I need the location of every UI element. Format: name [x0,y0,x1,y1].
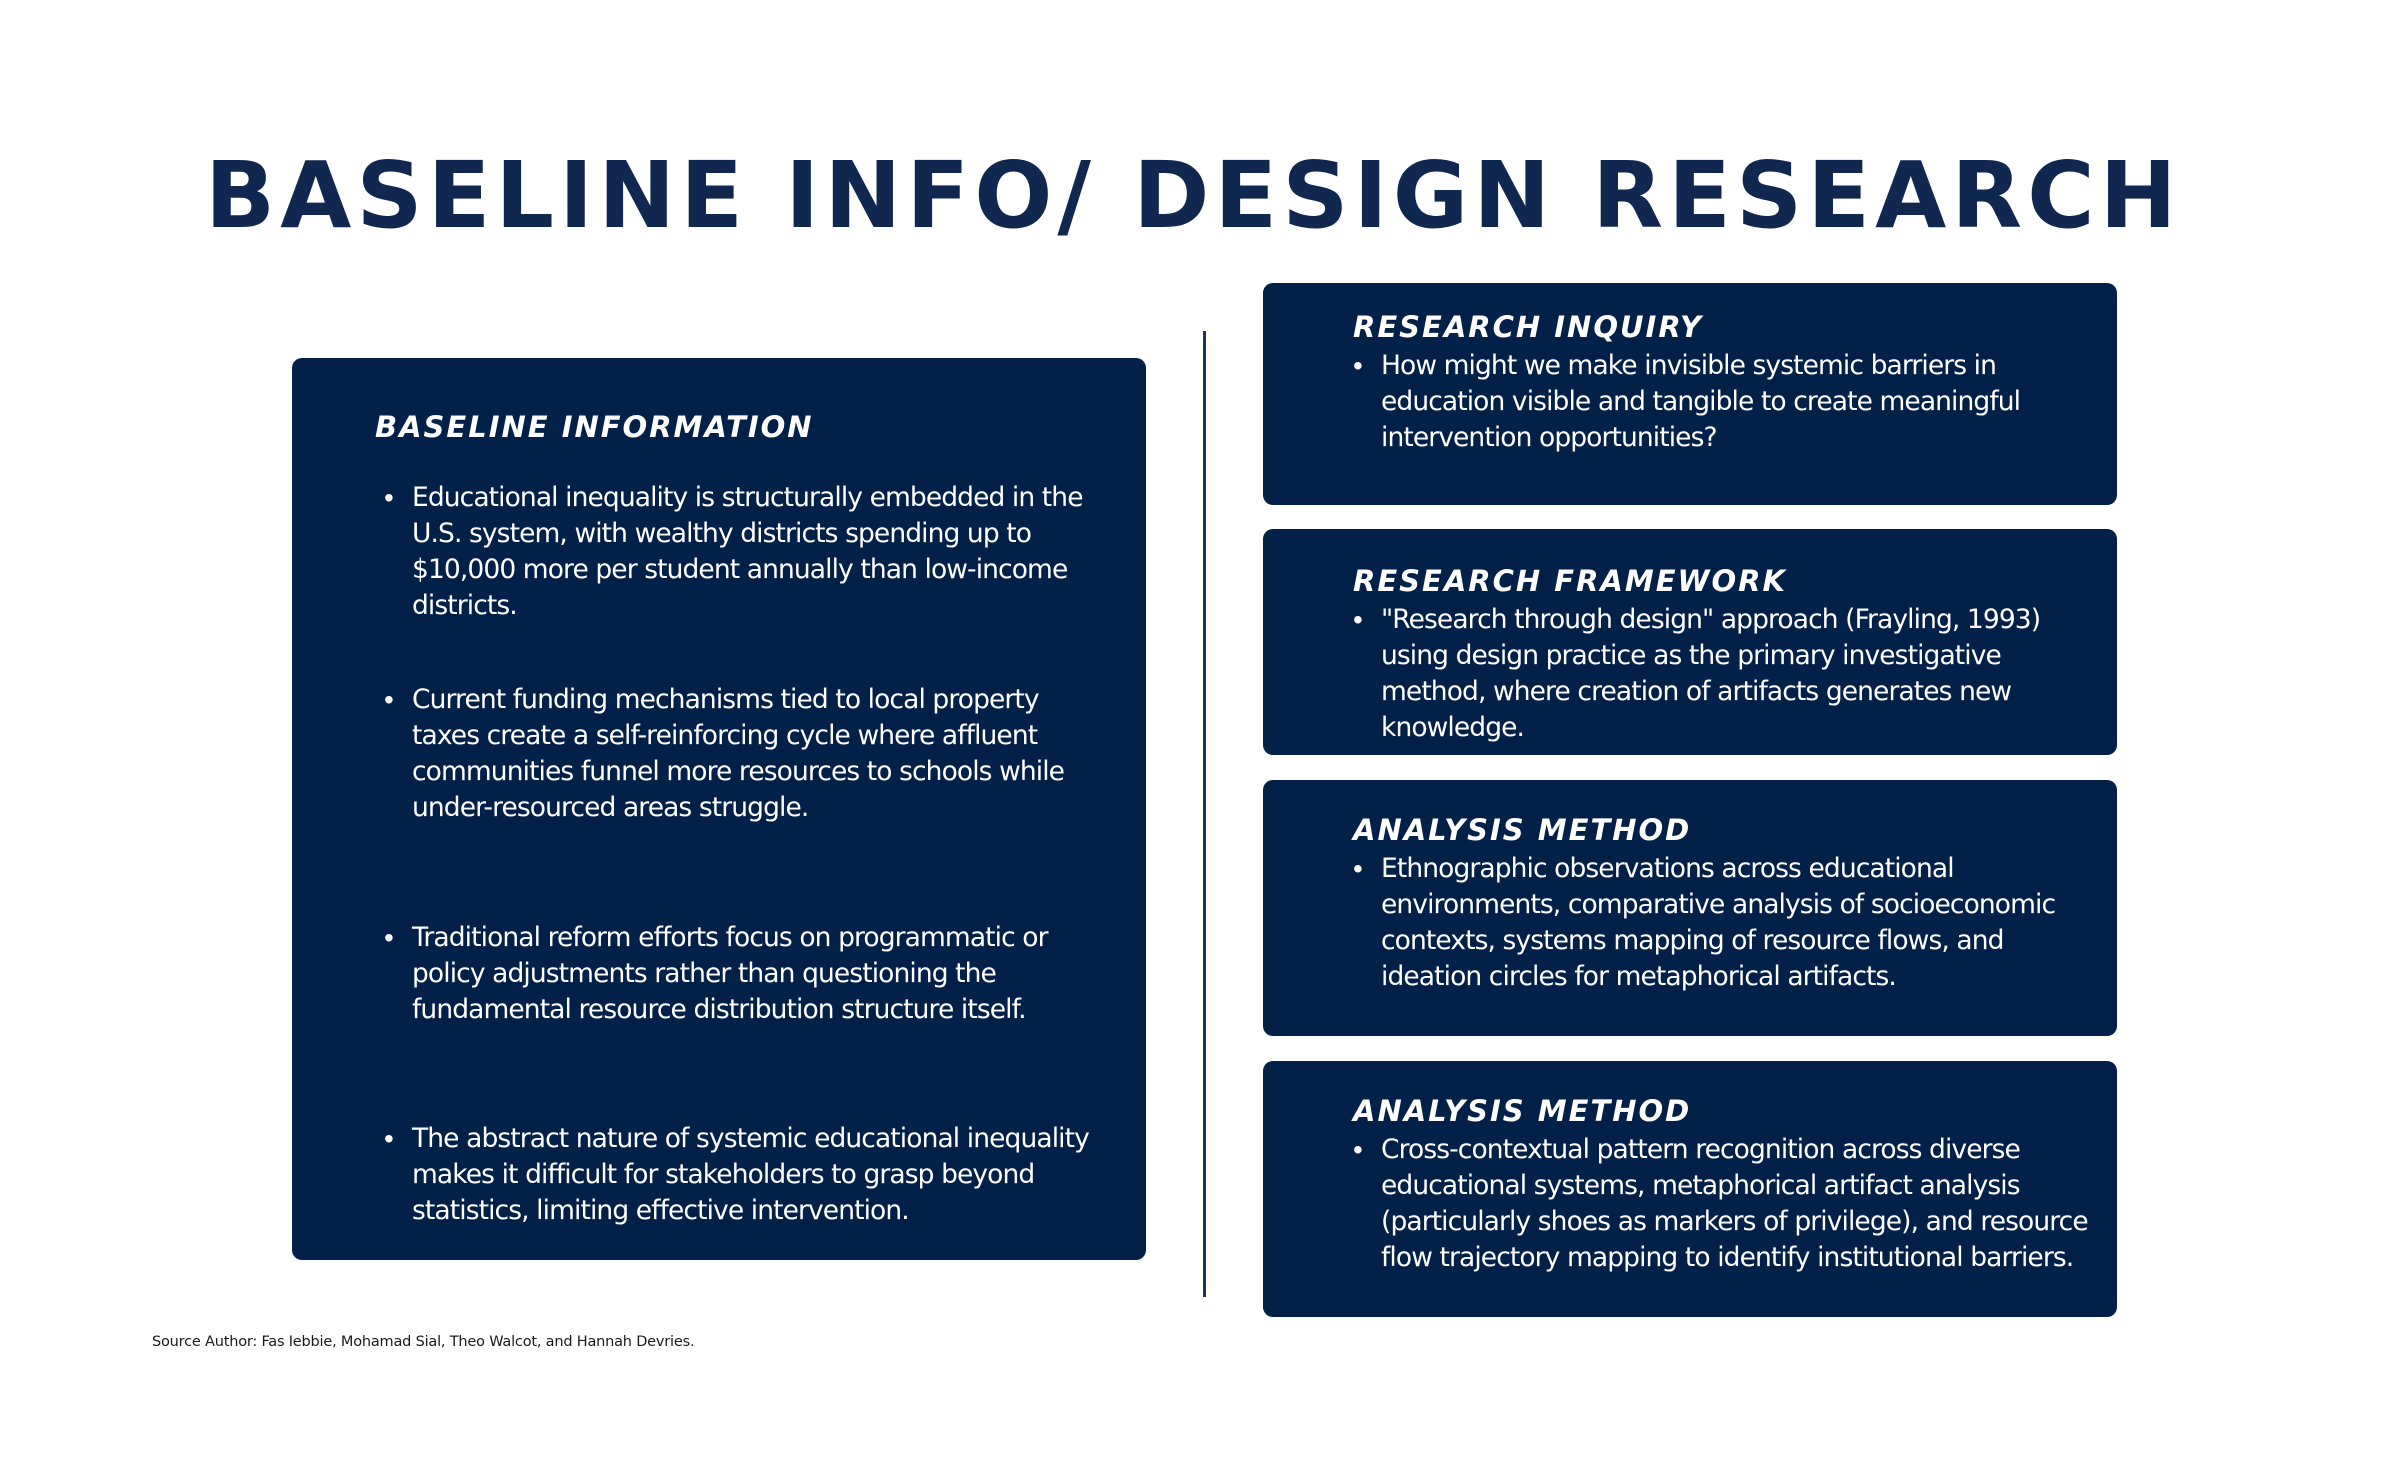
research-framework-text: "Research through design" approach (Frayling, 1993) using design practice as the primary investigative method, where creation of artifacts generates new knowledge. [1381,604,2041,743]
bullet-dot-icon: • [384,482,394,513]
baseline-bullet-4 [384,1121,1096,1229]
research-inquiry-card [1263,283,2117,505]
bullet-dot-icon: • [1353,853,1363,884]
bullet-dot-icon: • [1353,350,1363,381]
baseline-bullet-text: The abstract nature of systemic educational inequality makes it difficult for stakeholders to grasp beyond statistics, limiting effective intervention. [412,1123,1089,1226]
research-framework-card [1263,529,2117,755]
analysis-method-heading-1: ANALYSIS METHOD [1353,813,1692,847]
baseline-bullet-text: Educational inequality is structurally embedded in the U.S. system, with wealthy districts spending up to $10,000 more per student annually than low-income districts. [412,482,1083,621]
analysis-method-text-2: Cross-contextual pattern recognition across diverse educational systems, metaphorical artifact analysis (particularly shoes as markers of privilege), and resource flow trajectory mapping to identify institutional barriers. [1381,1134,2088,1273]
analysis-method-text-1: Ethnographic observations across educational environments, comparative analysis of socioeconomic contexts, systems mapping of resource flows, and ideation circles for metaphorical artifacts. [1381,853,2056,992]
source-attribution: Source Author: Fas Iebbie, Mohamad Sial, Theo Walcot, and Hannah Devries. [152,1334,695,1350]
research-inquiry-heading: RESEARCH INQUIRY [1353,310,1703,344]
baseline-bullet-text: Traditional reform efforts focus on programmatic or policy adjustments rather than questioning the fundamental resource distribution structure itself. [412,922,1048,1025]
baseline-information-card [292,358,1146,1260]
analysis-method-card-2 [1263,1061,2117,1317]
baseline-information-heading: BASELINE INFORMATION [375,410,814,444]
analysis-method-card-1 [1263,780,2117,1036]
analysis-method-bullet-1 [1353,851,2089,995]
vertical-divider [1203,331,1206,1297]
baseline-bullet-3 [384,920,1096,1028]
research-inquiry-bullet [1353,348,2089,456]
analysis-method-heading-2: ANALYSIS METHOD [1353,1094,1692,1128]
bullet-dot-icon: • [384,1123,394,1154]
bullet-dot-icon: • [1353,1134,1363,1165]
baseline-bullet-1 [384,480,1096,624]
baseline-bullet-text: Current funding mechanisms tied to local property taxes create a self-reinforcing cycle where affluent communities funnel more resources to schools while under-resourced areas struggle. [412,684,1065,823]
research-framework-bullet [1353,602,2089,746]
page-title: BASELINE INFO/ DESIGN RESEARCH [205,142,2182,249]
bullet-dot-icon: • [1353,604,1363,635]
research-inquiry-text: How might we make invisible systemic barriers in education visible and tangible to create meaningful intervention opportunities? [1381,350,2021,453]
research-framework-heading: RESEARCH FRAMEWORK [1353,564,1787,598]
analysis-method-bullet-2 [1353,1132,2089,1276]
bullet-dot-icon: • [384,922,394,953]
baseline-bullet-2 [384,682,1096,826]
bullet-dot-icon: • [384,684,394,715]
